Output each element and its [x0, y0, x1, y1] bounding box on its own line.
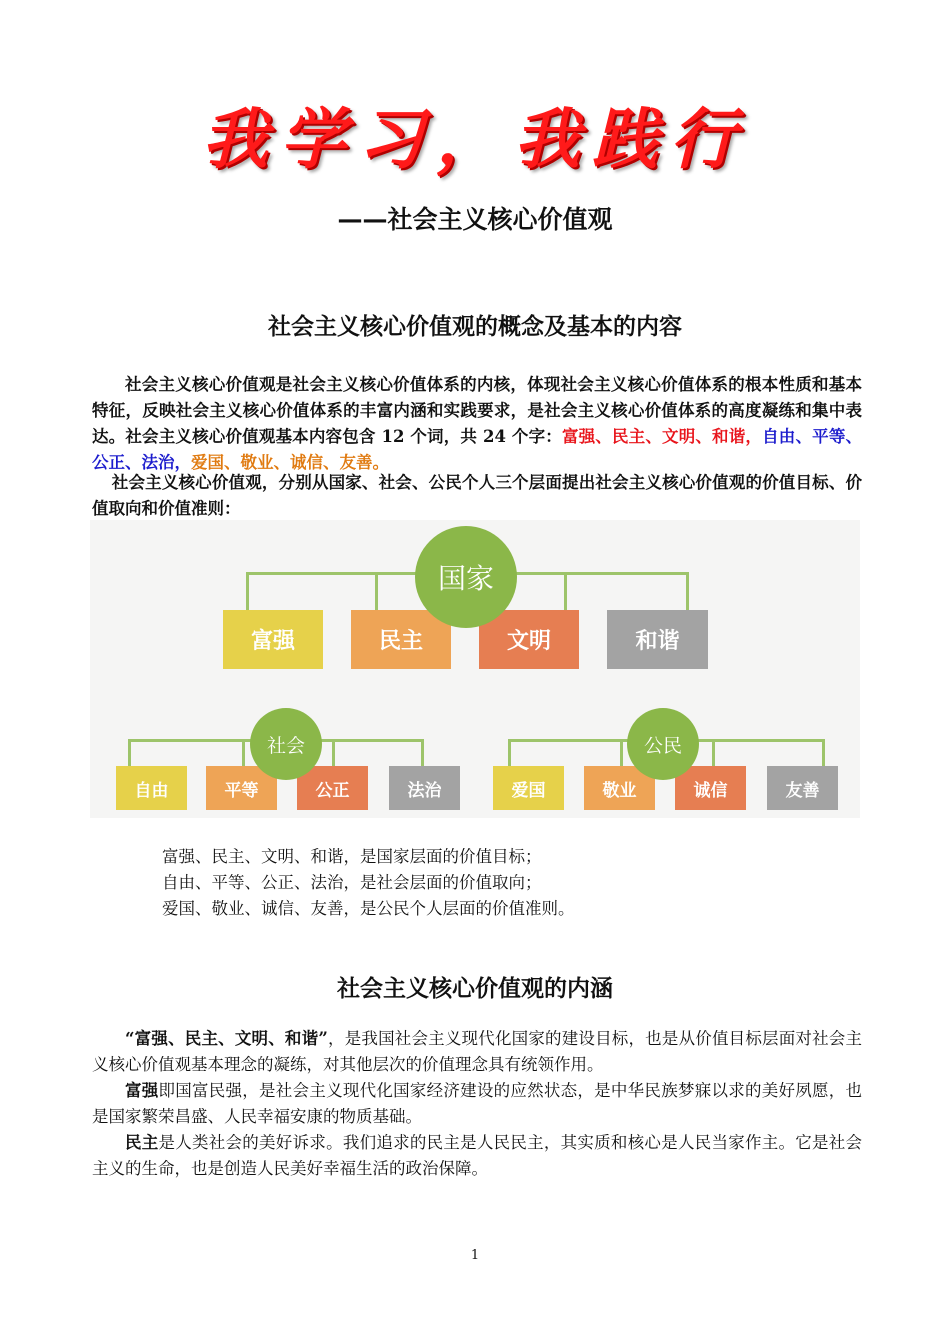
concept-paragraph: [92, 372, 862, 476]
citizen-values-text: 爱国、敬业、诚信、友善。: [191, 453, 389, 472]
connotation-paragraph-1: [92, 1026, 862, 1078]
concept-text: 社会主义核心价值观是社会主义核心价值体系的内核，体现社会主义核心价值体系的根本性质和基本特征，反映社会主义核心价值体系的丰富内涵和实践要求，是社会主义核心价值体系的高度凝练和集中表达。社会主义核心价值观基本内容包含 12 个词，共 24 个字：: [92, 375, 862, 446]
citizen-connector-4: [822, 739, 825, 766]
citizen-item-dedication: 敬业: [584, 766, 655, 810]
summary-line-citizen: 爱国、敬业、诚信、友善，是公民个人层面的价值准则。: [162, 899, 575, 918]
nation-item-prosperity: 富强: [223, 610, 323, 669]
section-title-connotation: 社会主义核心价值观的内涵: [337, 976, 613, 1002]
nation-item-civility: 文明: [479, 610, 579, 669]
citizen-circle: 公民: [627, 708, 699, 780]
society-item-freedom: 自由: [116, 766, 187, 810]
nation-circle: 国家: [415, 526, 517, 628]
main-title: 我学习，我践行: [202, 100, 748, 178]
nation-connector-right: [686, 572, 689, 610]
connotation-1-lead: “富强、民主、文明、和谐”: [125, 1029, 328, 1048]
society-connector-4: [421, 739, 424, 766]
society-connector-2: [242, 739, 245, 766]
nation-item-democracy: 民主: [351, 610, 451, 669]
nation-values-text: 富强、民主、文明、和谐，: [561, 427, 763, 446]
levels-paragraph: 社会主义核心价值观，分别从国家、社会、公民个人三个层面提出社会主义核心价值观的价值目标、价值取向和价值准则：: [92, 473, 862, 518]
nation-connector-mid-right: [564, 572, 567, 610]
society-item-rule-of-law: 法治: [389, 766, 460, 810]
connotation-paragraph-3: [92, 1130, 862, 1182]
section-title-concept: 社会主义核心价值观的概念及基本的内容: [268, 314, 682, 340]
society-item-equality: 平等: [206, 766, 277, 810]
core-values-diagram: [90, 520, 860, 818]
summary-line-nation: 富强、民主、文明、和谐，是国家层面的价值目标；: [162, 847, 542, 866]
society-connector-3: [332, 739, 335, 766]
summary-line-society: 自由、平等、公正、法治，是社会层面的价值取向；: [162, 873, 542, 892]
connotation-1-text: ，是我国社会主义现代化国家的建设目标，也是从价值目标层面对社会主义核心价值观基本理念的凝练，对其他层次的价值理念具有统领作用。: [92, 1029, 863, 1074]
society-connector-1: [128, 739, 131, 766]
connotation-3-lead: 民主: [125, 1133, 159, 1152]
nation-connector-left: [246, 572, 249, 610]
society-circle: 社会: [250, 708, 322, 780]
citizen-connector-3: [712, 739, 715, 766]
page-number: 1: [470, 1248, 480, 1263]
citizen-item-patriotism: 爱国: [493, 766, 564, 810]
nation-item-harmony: 和谐: [607, 610, 708, 669]
nation-connector-mid-left: [375, 572, 378, 610]
citizen-item-friendship: 友善: [767, 766, 838, 810]
citizen-connector-2: [620, 739, 623, 766]
connotation-2-lead: 富强: [125, 1081, 159, 1100]
subtitle: ——社会主义核心价值观: [337, 205, 613, 234]
connotation-2-text: 即国富民强，是社会主义现代化国家经济建设的应然状态，是中华民族梦寐以求的美好夙愿，也是国家繁荣昌盛、人民幸福安康的物质基础。: [92, 1081, 863, 1126]
society-item-justice: 公正: [297, 766, 368, 810]
citizen-connector-1: [508, 739, 511, 766]
connotation-3-text: 是人类社会的美好诉求。我们追求的民主是人民民主，其实质和核心是人民当家作主。它是社会主义的生命，也是创造人民美好幸福生活的政治保障。: [92, 1133, 863, 1178]
connotation-paragraph-2: [92, 1078, 862, 1130]
society-values-text: 自由、平等、公正、法治，: [92, 427, 863, 472]
citizen-item-integrity: 诚信: [675, 766, 746, 810]
